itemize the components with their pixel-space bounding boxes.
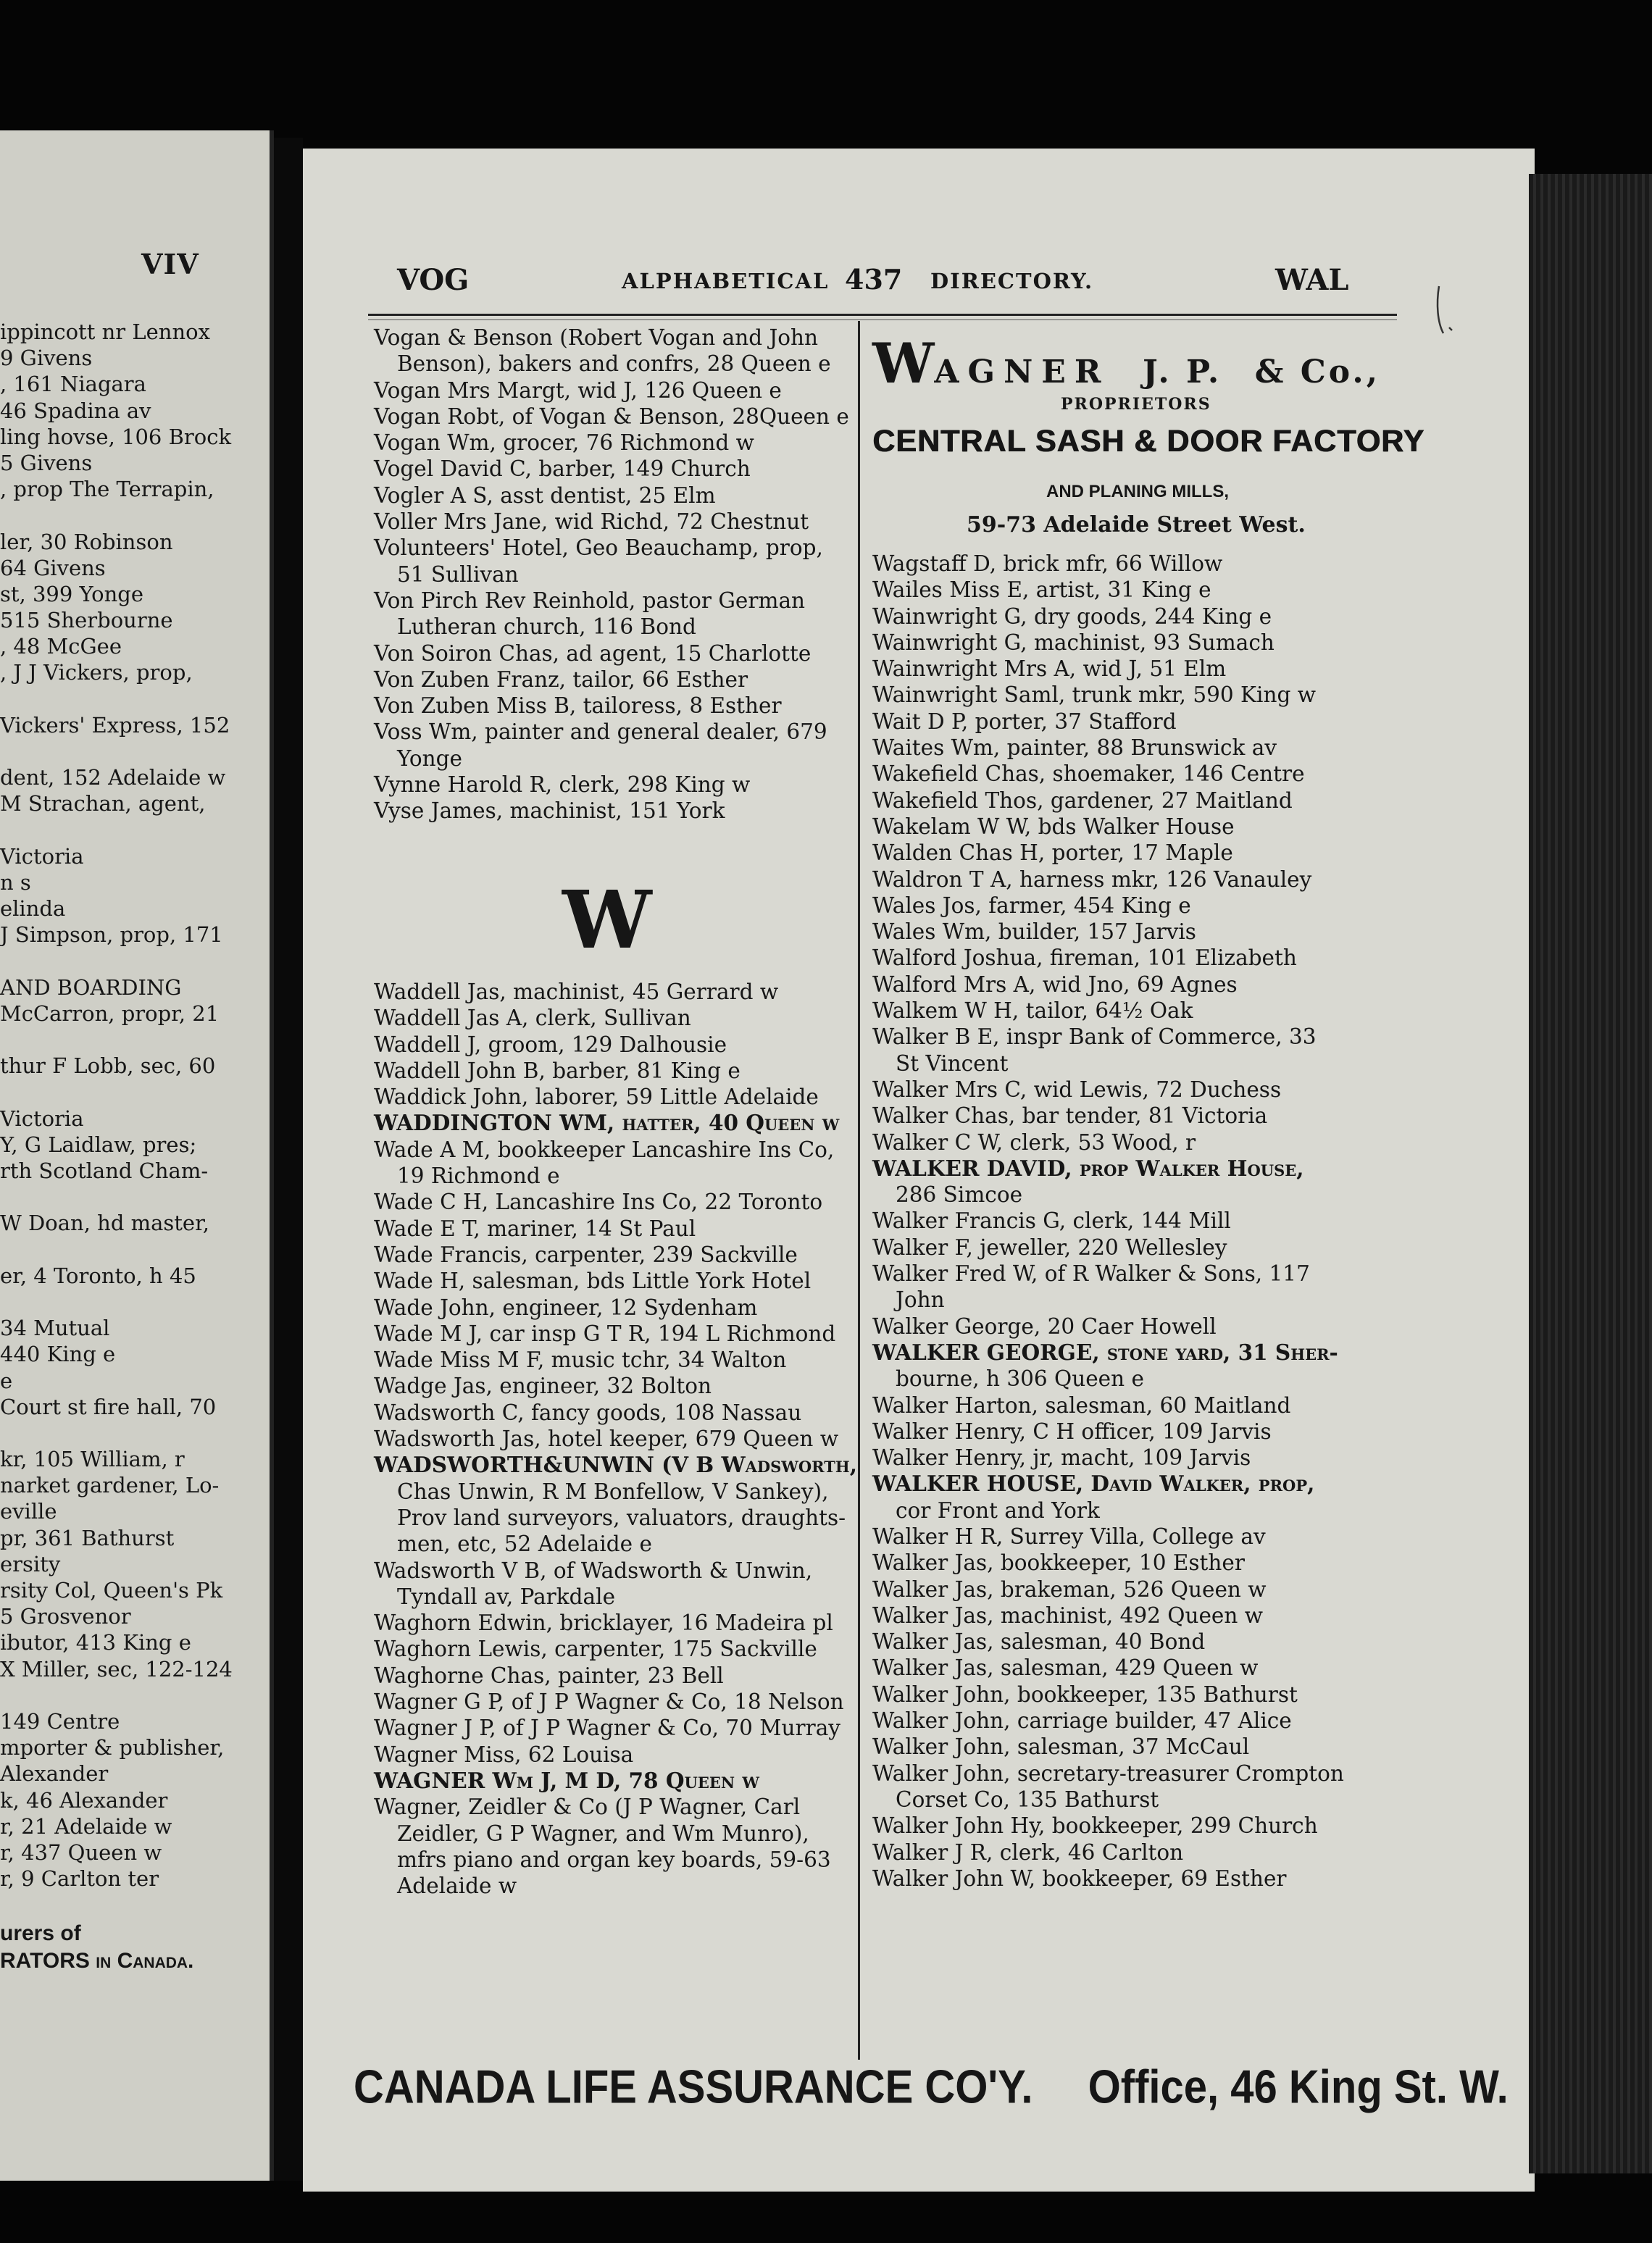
directory-entry: Wakefield Chas, shoemaker, 146 Centre xyxy=(872,761,1305,787)
left-page-line: 515 Sherbourne xyxy=(0,608,173,633)
left-page-line: er, 4 Toronto, h 45 xyxy=(0,1263,196,1288)
left-page-line: 46 Spadina av xyxy=(0,398,151,423)
directory-entry: Volunteers' Hotel, Geo Beauchamp, prop, xyxy=(374,535,823,561)
directory-entry: Walker Mrs C, wid Lewis, 72 Duchess xyxy=(872,1077,1282,1102)
left-page-line: k, 46 Alexander xyxy=(0,1787,168,1813)
directory-entry: WALKER GEORGE, stone yard, 31 Sher- xyxy=(872,1339,1338,1365)
directory-entry: Waldron T A, harness mkr, 126 Vanauley xyxy=(872,866,1312,892)
left-page-line: ibutor, 413 King e xyxy=(0,1630,191,1655)
left-page-line: r, 9 Carlton ter xyxy=(0,1866,159,1892)
directory-entry: Walker Jas, salesman, 429 Queen w xyxy=(872,1655,1259,1681)
left-page-line: Y, G Laidlaw, pres; xyxy=(0,1132,197,1157)
directory-entry: Wagner Miss, 62 Louisa xyxy=(374,1742,634,1767)
left-page-line xyxy=(0,1237,274,1263)
left-page-line xyxy=(0,1289,274,1315)
header-rule-thin xyxy=(368,319,1397,320)
directory-entry: Walker F, jeweller, 220 Wellesley xyxy=(872,1235,1227,1260)
directory-entry: John xyxy=(896,1287,945,1313)
directory-entry: Tyndall av, Parkdale xyxy=(397,1584,616,1609)
left-column-top xyxy=(374,325,849,824)
directory-entry: Vogan Wm, grocer, 76 Richmond w xyxy=(374,430,754,456)
left-page-line xyxy=(0,1682,274,1708)
left-page-line: narket gardener, Lo- xyxy=(0,1473,220,1498)
directory-entry: Waddell Jas, machinist, 45 Gerrard w xyxy=(374,980,779,1004)
directory-entry: Vogan & Benson (Robert Vogan and John xyxy=(374,325,819,350)
left-page-line xyxy=(0,1079,274,1105)
directory-entry: Wade H, salesman, bds Little York Hotel xyxy=(374,1269,812,1294)
directory-entry: Vogan Mrs Margt, wid J, 126 Queen e xyxy=(374,377,782,403)
directory-entry: Wade John, engineer, 12 Sydenham xyxy=(374,1295,758,1320)
left-page-line xyxy=(0,1420,274,1446)
ad-name: AGNER xyxy=(934,354,1110,390)
left-page-line: n s xyxy=(0,869,31,895)
left-page-line: e xyxy=(0,1368,13,1393)
directory-entry: Walker H R, Surrey Villa, College av xyxy=(872,1524,1266,1549)
footer-office: Office, 46 King St. W. xyxy=(1088,2060,1509,2113)
directory-entry: Walker Chas, bar tender, 81 Victoria xyxy=(872,1103,1268,1129)
directory-entry: Waddell J, groom, 129 Dalhousie xyxy=(374,1032,727,1057)
ad-title xyxy=(872,331,1380,396)
directory-entry: Wagner J P, of J P Wagner & Co, 70 Murray xyxy=(374,1716,840,1741)
directory-entry: Adelaide w xyxy=(397,1874,517,1899)
directory-entry: Walker Henry, C H officer, 109 Jarvis xyxy=(872,1419,1272,1444)
directory-entry: Waghorn Lewis, carpenter, 175 Sackville xyxy=(374,1637,817,1662)
directory-entry: Wainwright Saml, trunk mkr, 590 King w xyxy=(872,682,1316,708)
directory-entry: Walker John Hy, bookkeeper, 299 Church xyxy=(872,1813,1318,1839)
left-page-line xyxy=(0,738,274,764)
directory-entry: Voller Mrs Jane, wid Richd, 72 Chestnut xyxy=(374,509,809,535)
directory-entry: Wagner, Zeidler & Co (J P Wagner, Carl xyxy=(374,1795,801,1820)
left-page-line: M Strachan, agent, xyxy=(0,791,206,816)
left-page-line: , 161 Niagara xyxy=(0,372,146,397)
header-center-left: ALPHABETICAL xyxy=(622,269,830,293)
directory-entry: Wainwright G, dry goods, 244 King e xyxy=(872,603,1272,629)
right-page xyxy=(303,149,1535,2192)
directory-entry: Corset Co, 135 Bathurst xyxy=(896,1787,1159,1812)
directory-entry: 51 Sullivan xyxy=(397,561,519,587)
left-page-header: VIV xyxy=(141,248,199,280)
directory-entry: Walker Fred W, of R Walker & Sons, 117 xyxy=(872,1261,1310,1287)
directory-entry: Walker C W, clerk, 53 Wood, r xyxy=(872,1129,1196,1155)
section-letter: W xyxy=(562,873,652,966)
directory-entry: Wadsworth V B, of Wadsworth & Unwin, xyxy=(374,1558,813,1583)
left-page-line: Alexander xyxy=(0,1761,109,1787)
directory-entry: Waghorn Edwin, bricklayer, 16 Madeira pl xyxy=(374,1611,833,1636)
column-divider xyxy=(858,321,860,2060)
gutter xyxy=(274,138,303,2181)
directory-entry: 19 Richmond e xyxy=(397,1164,560,1189)
directory-entry: Walker John, secretary-treasurer Crompton xyxy=(872,1760,1344,1786)
ad-address: 59-73 Adelaide Street West. xyxy=(967,512,1306,538)
directory-entry: Wadsworth C, fancy goods, 108 Nassau xyxy=(374,1400,802,1425)
left-page-line: 149 Centre xyxy=(0,1708,120,1734)
left-page-line xyxy=(0,817,274,843)
left-column-bottom xyxy=(374,979,857,1899)
left-page-line: J Simpson, prop, 171 xyxy=(0,922,223,948)
directory-entry: Vogler A S, asst dentist, 25 Elm xyxy=(374,483,716,508)
left-page-line: pr, 361 Bathurst xyxy=(0,1525,175,1550)
directory-entry: Walker Jas, machinist, 492 Queen w xyxy=(872,1603,1264,1628)
directory-entry: Wade Francis, carpenter, 239 Sackville xyxy=(374,1242,798,1267)
directory-entry: Vogel David C, barber, 149 Church xyxy=(374,456,751,482)
directory-entry: Walker Henry, jr, macht, 109 Jarvis xyxy=(872,1445,1251,1471)
directory-entry: Walker John, bookkeeper, 135 Bathurst xyxy=(872,1682,1298,1707)
directory-entry: Wales Jos, farmer, 454 King e xyxy=(872,893,1191,918)
ad-factory: CENTRAL SASH & DOOR FACTORY xyxy=(872,424,1425,459)
directory-entry: Walford Joshua, fireman, 101 Elizabeth xyxy=(872,945,1297,971)
directory-entry: Wade C H, Lancashire Ins Co, 22 Toronto xyxy=(374,1190,823,1215)
left-page-line xyxy=(0,1027,274,1053)
left-page-line: McCarron, propr, 21 xyxy=(0,1001,220,1026)
header-center-right: DIRECTORY. xyxy=(930,269,1094,293)
directory-entry: Walker John, carriage builder, 47 Alice xyxy=(872,1708,1292,1734)
directory-entry: WALKER DAVID, prop Walker House, xyxy=(872,1155,1304,1181)
ad-mills: AND PLANING MILLS, xyxy=(1046,482,1229,501)
left-page-line: 5 Grosvenor xyxy=(0,1604,131,1629)
left-page-line xyxy=(0,502,274,528)
directory-entry: Waddell John B, barber, 81 King e xyxy=(374,1058,741,1083)
directory-entry: Wakefield Thos, gardener, 27 Maitland xyxy=(872,788,1293,813)
left-page-line: rsity Col, Queen's Pk xyxy=(0,1578,223,1603)
directory-entry: 286 Simcoe xyxy=(896,1182,1023,1208)
directory-entry: WALKER HOUSE, David Walker, prop, xyxy=(872,1471,1315,1497)
directory-entry: Wadsworth Jas, hotel keeper, 679 Queen w xyxy=(374,1427,839,1452)
ad-name-co: & Co., xyxy=(1254,354,1381,390)
left-page-line xyxy=(0,1184,274,1210)
left-page-line: eville xyxy=(0,1499,57,1524)
directory-entry: Benson), bakers and confrs, 28 Queen e xyxy=(397,351,831,377)
footer-company: CANADA LIFE ASSURANCE CO'Y. xyxy=(354,2060,1033,2113)
left-page-line: 9 Givens xyxy=(0,346,93,371)
directory-entry: Waites Wm, painter, 88 Brunswick av xyxy=(872,735,1277,761)
directory-entry: Von Zuben Miss B, tailoress, 8 Esther xyxy=(374,693,782,719)
left-page-line: ler, 30 Robinson xyxy=(0,529,173,554)
directory-entry: Waddick John, laborer, 59 Little Adelaide xyxy=(374,1085,819,1110)
directory-entry: Wade Miss M F, music tchr, 34 Walton xyxy=(374,1348,787,1373)
ad-name-jp: J. P. xyxy=(1142,354,1222,390)
directory-entry: Wait D P, porter, 37 Stafford xyxy=(872,709,1177,734)
directory-entry: Waddell Jas A, clerk, Sullivan xyxy=(374,1006,691,1031)
directory-entry: WADDINGTON WM, hatter, 40 Queen w xyxy=(374,1110,840,1136)
left-page-line: mporter & publisher, xyxy=(0,1735,225,1760)
ad-initial: W xyxy=(872,331,935,396)
directory-entry: Vogan Robt, of Vogan & Benson, 28Queen e xyxy=(374,404,849,429)
left-page xyxy=(0,130,274,2181)
directory-entry: Wainwright Mrs A, wid J, 51 Elm xyxy=(872,656,1227,682)
left-page-line: AND BOARDING xyxy=(0,974,182,1000)
directory-entry: Wagstaff D, brick mfr, 66 Willow xyxy=(872,551,1223,576)
directory-entry: Wade M J, car insp G T R, 194 L Richmond xyxy=(374,1321,836,1346)
directory-entry: mfrs piano and organ key boards, 59-63 xyxy=(397,1847,831,1872)
left-page-line: ersity xyxy=(0,1551,61,1576)
directory-entry: men, etc, 52 Adelaide e xyxy=(397,1532,652,1557)
directory-entry: Wade E T, mariner, 14 St Paul xyxy=(374,1216,696,1241)
directory-entry: St Vincent xyxy=(896,1051,1009,1076)
directory-entry: Von Soiron Chas, ad agent, 15 Charlotte xyxy=(374,640,812,666)
left-page-bottom-line: RATORS in Canada. xyxy=(0,1949,194,1973)
left-page-bottom-line: urers of xyxy=(0,1921,81,1945)
directory-entry: Walker Jas, salesman, 40 Bond xyxy=(872,1629,1206,1655)
directory-entry: WAGNER Wm J, M D, 78 Queen w xyxy=(374,1767,759,1793)
left-page-line xyxy=(0,948,274,974)
directory-entry: Wadge Jas, engineer, 32 Bolton xyxy=(374,1374,712,1399)
directory-entry: Walford Mrs A, wid Jno, 69 Agnes xyxy=(872,972,1238,997)
left-page-bottom xyxy=(0,1920,193,1975)
right-column xyxy=(872,551,1344,1892)
directory-entry: Chas Unwin, R M Bonfellow, V Sankey), xyxy=(397,1479,829,1504)
directory-entry: Waghorne Chas, painter, 23 Bell xyxy=(374,1663,724,1688)
directory-entry: cor Front and York xyxy=(896,1498,1100,1523)
left-page-line xyxy=(0,686,274,712)
left-page-line: thur F Lobb, sec, 60 xyxy=(0,1053,216,1079)
left-page-line: Victoria xyxy=(0,1106,84,1131)
left-page-line: , J J Vickers, prop, xyxy=(0,660,193,685)
directory-entry: Walker John, salesman, 37 McCaul xyxy=(872,1734,1250,1760)
directory-entry: Walker Harton, salesman, 60 Maitland xyxy=(872,1392,1291,1418)
directory-entry: Lutheran church, 116 Bond xyxy=(397,614,696,640)
directory-entry: Yonge xyxy=(397,745,463,771)
directory-entry: Zeidler, G P Wagner, and Wm Munro), xyxy=(397,1821,809,1846)
left-page-line: dent, 152 Adelaide w xyxy=(0,765,226,790)
left-page-lines xyxy=(0,319,274,1892)
directory-entry: Walker B E, inspr Bank of Commerce, 33 xyxy=(872,1024,1317,1050)
directory-entry: Walker Jas, bookkeeper, 10 Esther xyxy=(872,1550,1245,1576)
left-page-line: rth Scotland Cham- xyxy=(0,1158,209,1183)
directory-entry: Voss Wm, painter and general dealer, 679 xyxy=(374,719,827,745)
directory-entry: Wailes Miss E, artist, 31 King e xyxy=(872,577,1211,603)
directory-entry: Walker George, 20 Caer Howell xyxy=(872,1313,1217,1339)
left-page-line: ling hovse, 106 Brock xyxy=(0,424,232,449)
left-page-line: kr, 105 William, r xyxy=(0,1447,185,1472)
directory-entry: Walker Jas, brakeman, 526 Queen w xyxy=(872,1576,1267,1602)
left-page-line: , 48 McGee xyxy=(0,634,122,659)
left-page-line: r, 21 Adelaide w xyxy=(0,1813,172,1839)
directory-entry: Von Pirch Rev Reinhold, pastor German xyxy=(374,588,806,613)
directory-entry: bourne, h 306 Queen e xyxy=(896,1366,1144,1392)
left-page-line: r, 437 Queen w xyxy=(0,1839,162,1865)
directory-entry: WADSWORTH&UNWIN (V B Wadsworth, xyxy=(374,1452,857,1478)
directory-entry: Wales Wm, builder, 157 Jarvis xyxy=(872,919,1196,945)
directory-entry: Walker Francis G, clerk, 144 Mill xyxy=(872,1208,1231,1234)
pencil-mark xyxy=(1433,283,1462,348)
header-right: WAL xyxy=(1275,263,1349,297)
directory-entry: Vyse James, machinist, 151 York xyxy=(374,798,725,824)
directory-entry: Wagner G P, of J P Wagner & Co, 18 Nelson xyxy=(374,1689,844,1715)
header-left: VOG xyxy=(397,263,470,297)
footer-advertisement xyxy=(354,2060,1509,2114)
left-page-line: Victoria xyxy=(0,843,84,869)
left-page-line: Vickers' Express, 152 xyxy=(0,712,230,738)
left-page-line: ippincott nr Lennox xyxy=(0,319,210,344)
page-number: 437 xyxy=(845,263,903,296)
directory-entry: Walker J R, clerk, 46 Carlton xyxy=(872,1839,1184,1865)
book-edge xyxy=(1529,174,1652,2173)
left-page-line: elinda xyxy=(0,896,66,922)
left-page-line: st, 399 Yonge xyxy=(0,581,144,606)
ad-proprietors: PROPRIETORS xyxy=(1061,395,1211,414)
running-head xyxy=(303,263,1535,306)
left-page-line: , prop The Terrapin, xyxy=(0,477,214,502)
left-page-line: 34 Mutual xyxy=(0,1316,110,1341)
left-page-line: Court st fire hall, 70 xyxy=(0,1394,217,1419)
left-page-line: W Doan, hd master, xyxy=(0,1211,209,1236)
header-rule xyxy=(368,314,1397,316)
left-page-line: 5 Givens xyxy=(0,450,93,475)
directory-entry: Wainwright G, machinist, 93 Sumach xyxy=(872,630,1275,655)
left-page-line: 440 King e xyxy=(0,1342,116,1367)
directory-entry: Wakelam W W, bds Walker House xyxy=(872,814,1235,839)
left-page-line: X Miller, sec, 122-124 xyxy=(0,1656,233,1682)
left-page-line: 64 Givens xyxy=(0,555,106,580)
directory-entry: Wade A M, bookkeeper Lancashire Ins Co, xyxy=(374,1137,835,1162)
directory-entry: Walden Chas H, porter, 17 Maple xyxy=(872,840,1233,866)
directory-entry: Walker John W, bookkeeper, 69 Esther xyxy=(872,1866,1287,1891)
directory-entry: Prov land surveyors, valuators, draughts- xyxy=(397,1505,846,1530)
directory-entry: Vynne Harold R, clerk, 298 King w xyxy=(374,772,751,798)
directory-entry: Walkem W H, tailor, 64½ Oak xyxy=(872,998,1193,1024)
directory-entry: Von Zuben Franz, tailor, 66 Esther xyxy=(374,667,748,692)
